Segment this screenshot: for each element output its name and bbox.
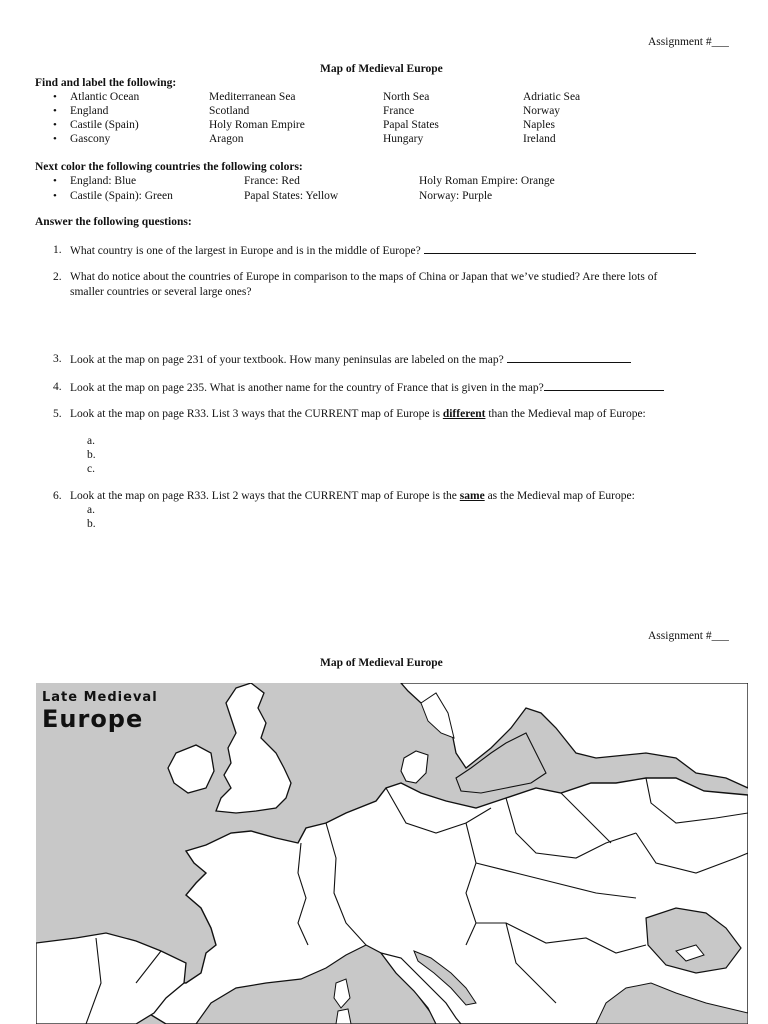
question-number: 2. (53, 271, 62, 283)
find-item: Papal States (383, 119, 439, 131)
answer-label: c. (87, 463, 95, 475)
color-item: Castile (Spain): Green (70, 190, 173, 202)
sardinia (336, 1009, 351, 1024)
answer-label: a. (87, 504, 95, 516)
question-4 (70, 381, 664, 394)
question-number: 3. (53, 353, 62, 365)
find-item: Atlantic Ocean (70, 91, 140, 103)
find-item: Aragon (209, 133, 244, 145)
assignment-number: Assignment #___ (648, 630, 729, 642)
color-item: England: Blue (70, 175, 137, 187)
find-item: Adriatic Sea (523, 91, 581, 103)
color-heading: Next color the following countries the following colors: (35, 161, 303, 173)
question-5 (70, 408, 646, 420)
question-2-line-2: smaller countries or several large ones? (70, 286, 252, 298)
find-item: France (383, 105, 415, 117)
bullet: • (53, 175, 57, 187)
color-item: Papal States: Yellow (244, 190, 339, 202)
question-text: as the Medieval map of Europe: (484, 490, 635, 502)
question-number: 4. (53, 381, 62, 393)
bullet: • (53, 119, 57, 131)
question-2-line-1: What do notice about the countries of Europe in comparison to the maps of China or Japan that we’ve studied? Are there lots of (70, 271, 658, 283)
map-title-line-1: Late Medieval (42, 690, 158, 705)
question-text: Look at the map on page R33. List 3 ways that the CURRENT map of Europe is (70, 408, 443, 420)
find-item: Mediterranean Sea (209, 91, 296, 103)
page-title: Map of Medieval Europe (320, 657, 443, 669)
find-item: England (70, 105, 109, 117)
emphasis-same: same (459, 490, 485, 502)
find-heading: Find and label the following: (35, 77, 177, 89)
question-text: than the Medieval map of Europe: (485, 408, 646, 420)
bullet: • (53, 91, 57, 103)
question-number: 6. (53, 490, 62, 502)
assignment-number: Assignment #___ (648, 36, 729, 48)
bullet: • (53, 190, 57, 202)
find-item: Naples (523, 119, 555, 131)
find-item: Hungary (383, 133, 424, 145)
answer-blank[interactable] (507, 353, 631, 363)
europe-map (36, 683, 748, 1024)
question-number: 5. (53, 408, 62, 420)
question-6 (70, 490, 635, 502)
answer-blank[interactable] (544, 381, 664, 391)
questions-heading: Answer the following questions: (35, 216, 192, 228)
bullet: • (53, 105, 57, 117)
find-item: North Sea (383, 91, 430, 103)
map-title-line-2: Europe (42, 705, 144, 733)
find-item: Holy Roman Empire (209, 119, 305, 131)
question-text: Look at the map on page 231 of your textbook. How many peninsulas are labeled on the map? (70, 354, 507, 366)
find-item: Scotland (209, 105, 250, 117)
question-text: Look at the map on page R33. List 2 ways that the CURRENT map of Europe is the (70, 490, 460, 502)
question-text: What country is one of the largest in Europe and is in the middle of Europe? (70, 245, 424, 257)
find-item: Castile (Spain) (70, 119, 139, 131)
question-3 (70, 353, 631, 366)
color-item: Holy Roman Empire: Orange (419, 175, 555, 187)
answer-blank[interactable] (424, 244, 696, 254)
answer-label: b. (87, 518, 96, 530)
find-item: Gascony (70, 133, 111, 145)
color-item: France: Red (244, 175, 300, 187)
question-1 (70, 244, 696, 257)
page-title: Map of Medieval Europe (320, 63, 443, 75)
emphasis-different: different (442, 408, 486, 420)
bullet: • (53, 133, 57, 145)
find-item: Ireland (523, 133, 556, 145)
question-number: 1. (53, 244, 62, 256)
question-text: Look at the map on page 235. What is another name for the country of France that is given in the map? (70, 382, 544, 394)
answer-label: b. (87, 449, 96, 461)
find-item: Norway (523, 105, 561, 117)
answer-label: a. (87, 435, 95, 447)
color-item: Norway: Purple (419, 190, 493, 202)
